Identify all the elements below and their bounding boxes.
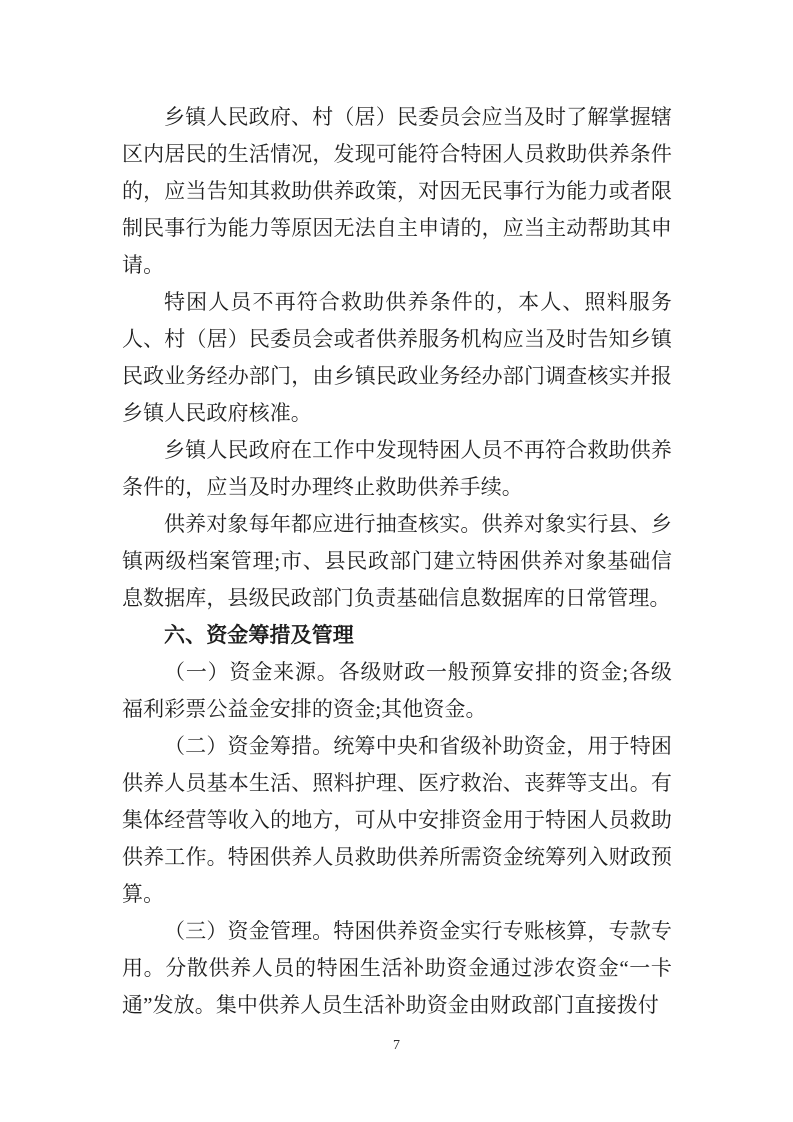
page-footer xyxy=(0,1036,793,1056)
paragraph-fund-sources: （一）资金来源。各级财政一般预算安排的资金;各级福利彩票公益金安排的资金;其他资金。 xyxy=(122,660,672,721)
paragraph-termination-procedure: 乡镇人民政府在工作中发现特困人员不再符合救助供养条件的，应当及时办理终止救助供养手续。 xyxy=(122,438,672,499)
paragraph-township-duty: 乡镇人民政府、村（居）民委员会应当及时了解掌握辖区内居民的生活情况，发现可能符合特困人员救助供养条件的，应当告知其救助供养政策，对因无民事行为能力或者限制民事行为能力等原因无法自主申请的，应当主动帮助其申请。 xyxy=(122,105,672,277)
page-number: 7 xyxy=(393,1038,400,1053)
paragraph-fund-management: （三）资金管理。特困供养资金实行专账核算，专款专用。分散供养人员的特困生活补助资金通过涉农资金“一卡通”发放。集中供养人员生活补助资金由财政部门直接拨付 xyxy=(122,919,672,1017)
paragraph-eligibility-change-report: 特困人员不再符合救助供养条件的，本人、照料服务人、村（居）民委员会或者供养服务机构应当及时告知乡镇民政业务经办部门，由乡镇民政业务经办部门调查核实并报乡镇人民政府核准。 xyxy=(122,290,672,425)
document-body xyxy=(122,99,672,1024)
paragraph-fund-raising: （二）资金筹措。统筹中央和省级补助资金，用于特困供养人员基本生活、照料护理、医疗救治、丧葬等支出。有集体经营等收入的地方，可从中安排资金用于特困人员救助供养工作。特困供养人员救助供养所需资金统筹列入财政预算。 xyxy=(122,734,672,906)
section-heading-funds-management: 六、资金筹措及管理 xyxy=(164,623,354,647)
paragraph-annual-verification: 供养对象每年都应进行抽查核实。供养对象实行县、乡镇两级档案管理;市、县民政部门建立特困供养对象基础信息数据库，县级民政部门负责基础信息数据库的日常管理。 xyxy=(122,512,672,610)
